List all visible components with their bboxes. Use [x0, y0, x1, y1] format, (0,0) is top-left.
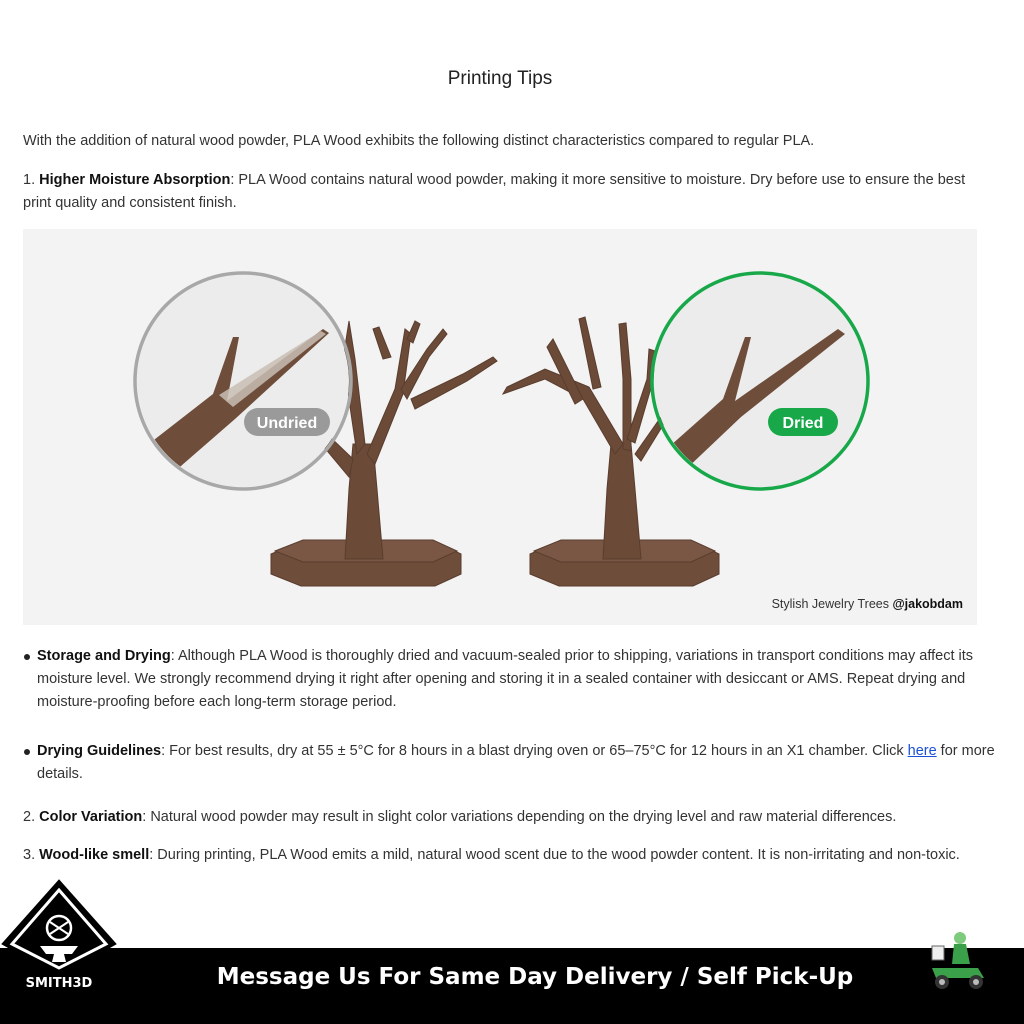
tip-heading: Wood-like smell — [39, 847, 150, 863]
tip-number: 2. — [23, 809, 36, 825]
bullet-heading: Storage and Drying — [37, 648, 171, 664]
dried-label: Dried — [782, 415, 824, 432]
delivery-message: Message Us For Same Day Delivery / Self Pick-Up — [216, 964, 854, 990]
page-title: Printing Tips — [447, 68, 553, 89]
bullet-drying — [23, 740, 1011, 786]
undried-zoom — [123, 275, 349, 499]
bullet-storage — [23, 645, 1011, 714]
tip-heading: Higher Moisture Absorption — [39, 172, 231, 188]
jewelry-tree-illustration — [23, 229, 977, 625]
undried-label: Undried — [256, 415, 318, 432]
tip-color — [23, 806, 983, 829]
delivery-scooter-icon — [926, 928, 990, 994]
bullet-body-end: for more details. — [37, 743, 995, 782]
tip-number: 1. — [23, 172, 36, 188]
intro-text: With the addition of natural wood powder, PLA Wood exhibits the following distinct characteristics compared to regular PLA. — [23, 133, 815, 149]
credit-handle: @jakobdam — [892, 597, 963, 611]
tip-body: : Natural wood powder may result in slight color variations depending on the drying level and raw material differences. — [142, 809, 897, 825]
details-link[interactable]: here — [907, 743, 937, 759]
tip-body: : During printing, PLA Wood emits a mild, natural wood scent due to the wood powder content. It is non-irritating and non-toxic. — [149, 847, 960, 863]
tip-smell — [23, 844, 983, 867]
smith3d-logo — [0, 876, 118, 1024]
credit-text: Stylish Jewelry Trees — [771, 597, 893, 611]
logo-text: SMITH3D — [25, 976, 93, 991]
bullet-body: : For best results, dry at 55 ± 5°C for 8 hours in a blast drying oven or 65–75°C for 12 hours in an X1 chamber. Click — [161, 743, 908, 759]
bullet-body: : Although PLA Wood is thoroughly dried and vacuum-sealed prior to shipping, variations in transport conditions may affect its moisture level. We strongly recommend drying it right after opening and storing it in a sealed container with desiccant or AMS. Repeat drying and moisture-proofing before each long-term storage period. — [37, 648, 974, 710]
moisture-comparison-figure — [23, 229, 977, 625]
tip-heading: Color Variation — [39, 809, 143, 825]
image-credit — [772, 597, 963, 611]
tip-moisture — [23, 169, 983, 215]
tip-body: : PLA Wood contains natural wood powder, making it more sensitive to moisture. Dry before use to ensure the best print quality and consistent finish. — [23, 172, 966, 211]
bullet-heading: Drying Guidelines — [37, 743, 162, 759]
tip-number: 3. — [23, 847, 36, 863]
